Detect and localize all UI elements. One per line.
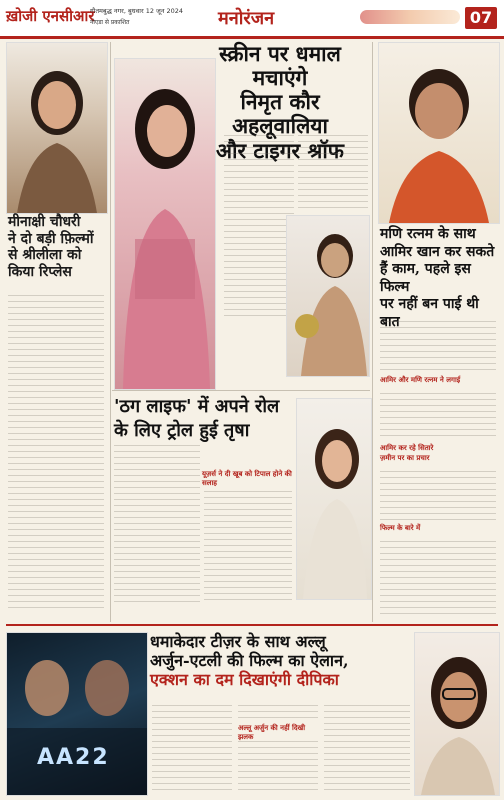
actor-photo-aamir	[378, 42, 500, 224]
portrait-illustration	[7, 43, 107, 213]
main-headline-line: स्क्रीन पर धमाल मचाएंगे	[219, 41, 341, 91]
date-line: गौतमबुद्ध नगर, बुधवार 12 जून 2024	[90, 7, 184, 15]
section-title: मनोरंजन	[218, 8, 275, 29]
actress-photo-deepika	[414, 632, 500, 796]
deepika-illustration	[415, 633, 499, 795]
main-body-text-col2	[298, 130, 368, 210]
bottom-body-text-col3	[238, 736, 318, 794]
bottom-headline-line: एक्शन का दम दिखाएंगी दीपिका	[150, 670, 339, 690]
poster-illustration	[7, 633, 147, 795]
left-headline-line: से श्रीलीला को	[8, 247, 82, 264]
trisha-illustration	[297, 399, 371, 599]
main-headline-line: और टाइगर श्रॉफ	[216, 137, 344, 163]
left-headline-line: मीनाक्षी चौधरी	[8, 214, 81, 230]
aamir-illustration	[379, 43, 499, 223]
right-body-text-3	[380, 466, 496, 520]
aa22-poster	[6, 632, 148, 796]
bottom-body-text-col4	[324, 700, 410, 794]
right-headline-line: हैं काम, पहले इस फिल्म	[380, 261, 471, 295]
actress-photo-left	[6, 42, 108, 214]
left-headline-line: किया रिप्लेस	[8, 263, 72, 280]
actress-photo-main	[114, 58, 216, 390]
bottom-headline-line: अर्जुन-एटली की फिल्म का ऐलान,	[150, 651, 349, 671]
main-portrait-illustration	[115, 59, 215, 389]
section-rule	[6, 624, 498, 626]
mid-headline-line: 'ठग लाइफ' में अपने रोल	[114, 396, 280, 417]
right-body-text-1	[380, 316, 496, 372]
section-rule	[112, 390, 370, 391]
right-subhead: फिल्म के बारे में	[380, 524, 421, 532]
header-accent	[360, 10, 460, 24]
main-headline-line: निमृत कौर अहलूवालिया	[232, 89, 328, 139]
mid-headline-line: के लिए ट्रोल हुई तृषा	[114, 420, 250, 441]
right-body-text-2	[380, 388, 496, 440]
left-headline	[8, 214, 108, 280]
page-number: 07	[465, 7, 497, 29]
column-rule	[110, 42, 111, 622]
poster-title: AA22	[37, 745, 110, 770]
left-headline-line: ने दो बड़ी फ़िल्मों	[8, 230, 94, 247]
right-subhead: ज़मीन पर का प्रचार	[380, 454, 430, 462]
mid-subhead: यूज़र्स ने दी खूब को टिपाल होने की सलाह	[202, 470, 292, 488]
actor-illustration	[287, 216, 369, 376]
right-headline-line: आमिर खान कर सकते	[380, 243, 495, 260]
bottom-headline	[150, 632, 410, 690]
bottom-body-text-col2	[238, 700, 318, 720]
right-headline-line: पर नहीं बन पाई थी बात	[380, 296, 479, 330]
bottom-subhead: अल्लू अर्जुन की नहीं दिखी झलक	[238, 724, 306, 742]
mid-body-text-col1	[114, 440, 200, 605]
main-body-text-col1	[224, 130, 294, 320]
right-subhead: आमिर कर रहे सितारे	[380, 444, 434, 452]
bottom-headline-line: धमाकेदार टीज़र के साथ अल्लू	[150, 632, 326, 651]
bottom-body-text-col1	[152, 700, 232, 794]
right-headline-line: मणि रत्नम के साथ	[380, 226, 476, 242]
masthead: ख़ोजी एनसीआर	[6, 7, 95, 25]
mid-headline	[114, 394, 314, 442]
right-body-text-4	[380, 536, 496, 616]
edition-line: नोएडा से प्रकाशित	[90, 19, 130, 26]
right-subhead: आमिर और मणि रत्नम ने लगाई	[380, 376, 461, 384]
column-rule	[372, 42, 373, 622]
mid-body-text-col2	[204, 486, 292, 604]
left-body-text	[8, 290, 104, 610]
actress-photo-trisha	[296, 398, 372, 600]
actor-photo-tiger	[286, 215, 370, 377]
